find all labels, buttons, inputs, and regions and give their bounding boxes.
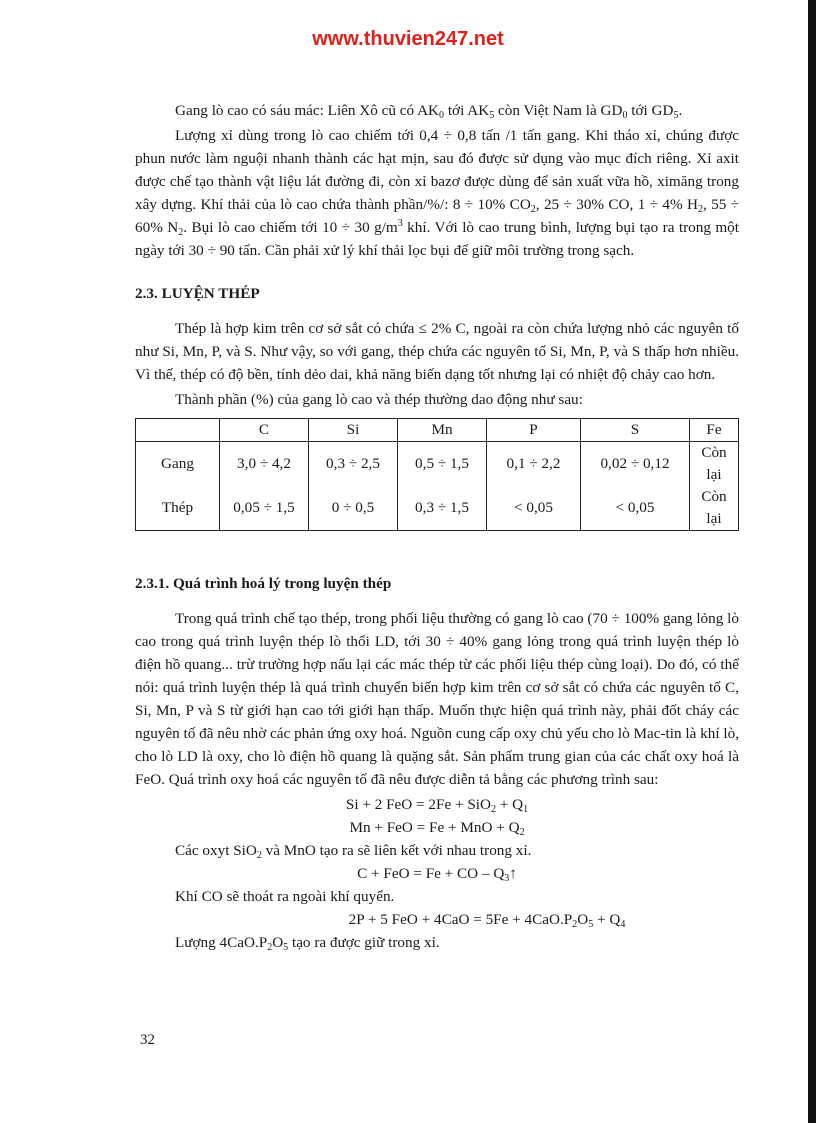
table-cell: 0,05 ÷ 1,5 [220, 486, 309, 531]
table-cell: 0,3 ÷ 1,5 [398, 486, 487, 531]
paragraph-steel-definition: Thép là hợp kim trên cơ sở sắt có chứa ≤ 2% C, ngoài ra còn chứa lượng nhỏ các nguyên tố như Si, Mn, P, và S. Như vậy, so với gang, thép chứa các nguyên tố Si, Mn, P, và S thấp hơn nhiều. Vì thế, thép có độ bền, tính dẻo dai, khả năng biến dạng tốt nhưng lại có nhiệt độ chảy cao hơn. [135, 320, 739, 383]
table-cell: Còn lại [690, 442, 739, 487]
table-cell: 0,02 ÷ 0,12 [581, 442, 690, 487]
paragraph-slag: Lượng xỉ dùng trong lò cao chiếm tới 0,4 ÷ 0,8 tấn /1 tấn gang. Khi tháo xỉ, chúng được phun nước làm nguội nhanh thành các hạt mịn, sau đó được sử dụng vào mục đích riêng. Xỉ axit được chế tạo thành vật liệu lát đường đi, còn xỉ bazơ được dùng để sản xuất vữa hồ, ximăng trong xây dựng. Khí thải của lò cao chứa thành phần/%/: 8 ÷ 10% $CO_2$, 25 ÷ 30% CO, 1 ÷ 4% $H_2$, 55 ÷ 60% $N_2$. Bụi lò cao chiếm tới 10 ÷ 30 $g/m^3$ khí. Với lò cao trung bình, lượng bụi tạo ra trong một ngày tới 30 ÷ 90 tấn. Cần phải xử lý khí thải lọc bụi để giữ môi trường trong sạch. [135, 127, 739, 259]
table-row [136, 442, 739, 487]
table-row [136, 486, 739, 531]
table-cell: < 0,05 [581, 486, 690, 531]
table-cell: 0,5 ÷ 1,5 [398, 442, 487, 487]
page-edge [808, 0, 816, 1123]
table-header-cell: Fe [690, 419, 739, 442]
section-heading-steel: 2.3. LUYỆN THÉP [135, 285, 260, 302]
table-cell: 0,1 ÷ 2,2 [487, 442, 581, 487]
paragraph-process: Trong quá trình chế tạo thép, trong phối liệu thường có gang lò cao (70 ÷ 100% gang lỏng lò cao trong quá trình luyện thép lò thổi LD, tới 30 ÷ 40% gang lỏng trong quá trình luyện thép lò điện hồ quang... trừ trường hợp nấu lại các mác thép từ các phối liệu thép cùng loại). Do đó, có thể nói: quá trình luyện thép là quá trình chuyển biến hợp kim trên cơ sở sắt có chứa các nguyên tố C, Si, Mn, P và S từ giới hạn cao tới giới hạn thấp. Muốn thực hiện quá trình này, phải đốt cháy các nguyên tố đã nêu nhờ các phản ứng oxy hoá. Nguồn cung cấp oxy chủ yếu cho lò Mac-tin là khí lò, cho lò LD là oxy, cho lò điện hồ quang là quặng sắt. Sản phẩm trung gian của các chất oxy hoá là FeO. Quá trình oxy hoá các nguyên tố đã nêu được diễn tả bằng các phương trình sau: [135, 610, 739, 788]
table-cell: 3,0 ÷ 4,2 [220, 442, 309, 487]
equation-text: C + FeO = Fe + CO – $Q_3↑$ [357, 865, 517, 884]
body-lower [135, 572, 739, 954]
table-header-cell: P [487, 419, 581, 442]
paragraph-phosphate: Lượng $4CaO.P_2O_5$ tạo ra được giữ trong xỉ. [175, 934, 440, 953]
paragraph-gang-grades: Gang lò cao có sáu mác: Liên Xô cũ có $AK_0$ tới $AK_5$ còn Việt Nam là $GD_0$ tới $GD_5$. [175, 102, 683, 121]
table-cell: 0 ÷ 0,5 [309, 486, 398, 531]
equation-text: Si + 2 FeO = $2Fe + SiO_2 + Q_1$ [345, 796, 529, 815]
equation-manganese [135, 816, 739, 839]
table-cell: Gang [136, 442, 220, 487]
website-link[interactable]: www.thuvien247.net [312, 28, 504, 50]
table-header-cell: Mn [398, 419, 487, 442]
equation-text: Mn + FeO = Fe + MnO + $Q_2$ [349, 819, 525, 838]
table-cell: < 0,05 [487, 486, 581, 531]
table-header-cell: C [220, 419, 309, 442]
table-cell: 0,3 ÷ 2,5 [309, 442, 398, 487]
paragraph-composition-intro: Thành phần (%) của gang lò cao và thép thường dao động như sau: [175, 391, 583, 408]
body-upper [135, 99, 739, 531]
table-header-cell: Si [309, 419, 398, 442]
equation-phosphorus [135, 908, 739, 931]
equation-carbon [135, 862, 739, 885]
paragraph-co-gas: Khí CO sẽ thoát ra ngoài khí quyển. [175, 888, 395, 905]
page-number: 32 [140, 1032, 155, 1048]
table-header-cell: S [581, 419, 690, 442]
table-header-row [136, 419, 739, 442]
equation-text: 2P + 5 FeO + $4CaO = 5Fe + 4CaO.P_2O_5 + Q_4$ [348, 911, 626, 930]
paragraph-oxides: Các oxyt SiO$_2$ và MnO tạo ra sẽ liên kết với nhau trong xỉ. [175, 842, 532, 861]
table-cell: Còn lại [690, 486, 739, 531]
composition-table [135, 418, 739, 531]
table-cell: Thép [136, 486, 220, 531]
equation-silicon [135, 793, 739, 816]
subsection-heading-physicochemical: 2.3.1. Quá trình hoá lý trong luyện thép [135, 575, 392, 592]
table-header-cell [136, 419, 220, 442]
